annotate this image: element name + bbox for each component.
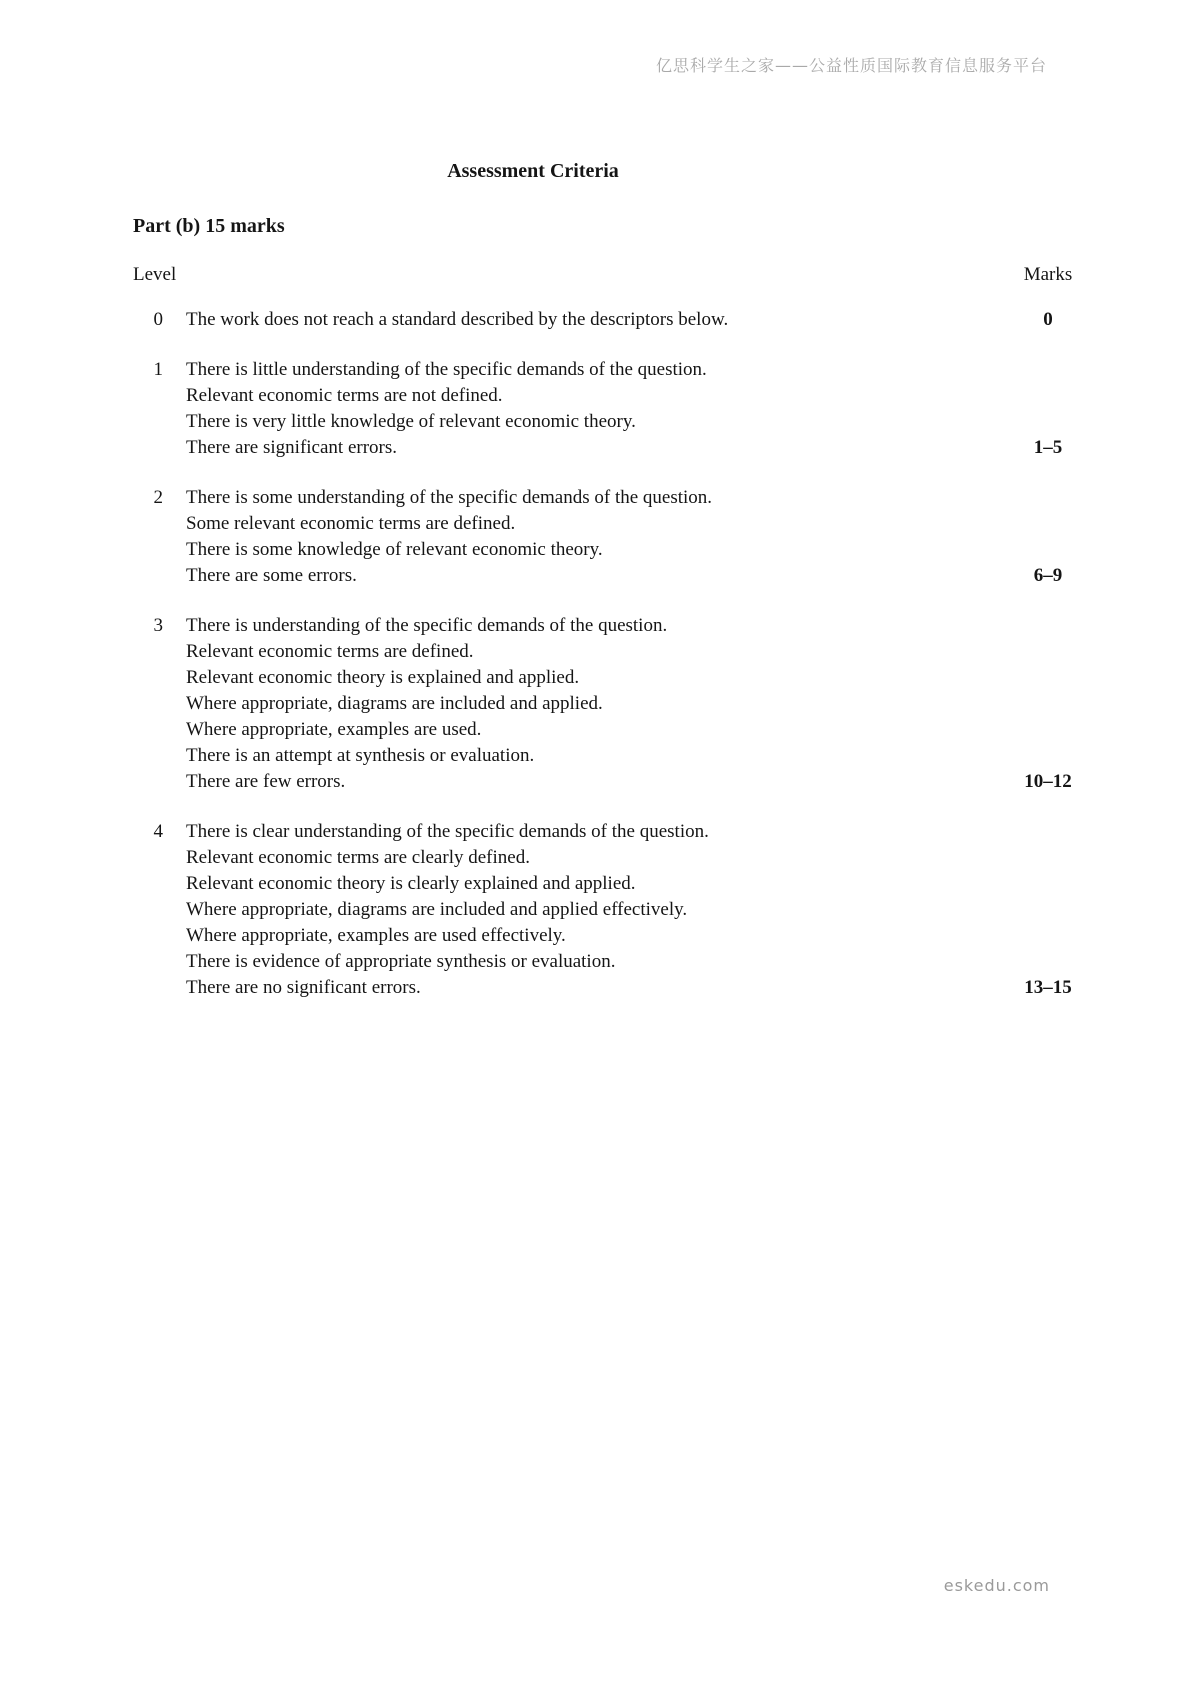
table-column-headers	[133, 262, 1108, 288]
level-marks: 1–5	[1033, 437, 1063, 458]
descriptor-line: Relevant economic terms are not defined.	[186, 385, 503, 406]
level-number: 2	[153, 487, 163, 508]
descriptor-line: Where appropriate, examples are used.	[186, 719, 482, 740]
descriptor-line: Relevant economic theory is clearly explained and applied.	[186, 873, 636, 894]
descriptor-line: There is understanding of the specific demands of the question.	[186, 615, 668, 636]
level-row	[133, 819, 1108, 1001]
descriptor-line: There is evidence of appropriate synthesis or evaluation.	[186, 951, 616, 972]
descriptor-line: Where appropriate, diagrams are included and applied effectively.	[186, 899, 688, 920]
descriptor-line: The work does not reach a standard described by the descriptors below.	[186, 309, 729, 330]
level-descriptors	[186, 613, 965, 795]
level-marks: 10–12	[1024, 771, 1072, 792]
site-footer: eskedu.com	[943, 1576, 1050, 1595]
descriptor-line: Relevant economic theory is explained and applied.	[186, 667, 580, 688]
descriptor-line: There is little understanding of the specific demands of the question.	[186, 359, 707, 380]
descriptor-line: There is some understanding of the specific demands of the question.	[186, 487, 713, 508]
descriptor-line: Where appropriate, examples are used effectively.	[186, 925, 566, 946]
criteria-table	[133, 307, 1108, 1001]
descriptor-line: Where appropriate, diagrams are included and applied.	[186, 693, 603, 714]
level-row	[133, 307, 1108, 333]
level-marks: 6–9	[1033, 565, 1063, 586]
descriptor-line: There is very little knowledge of relevant economic theory.	[186, 411, 636, 432]
descriptor-line: There are some errors.	[186, 565, 357, 586]
descriptor-line: There is some knowledge of relevant economic theory.	[186, 539, 603, 560]
level-number: 3	[153, 615, 163, 636]
level-row	[133, 613, 1108, 795]
descriptor-line: Relevant economic terms are defined.	[186, 641, 474, 662]
descriptor-line: There is clear understanding of the specific demands of the question.	[186, 821, 709, 842]
descriptor-line: There are no significant errors.	[186, 977, 421, 998]
level-number: 4	[153, 821, 163, 842]
descriptor-line: There is an attempt at synthesis or evaluation.	[186, 745, 535, 766]
part-heading: Part (b) 15 marks	[133, 215, 285, 237]
level-descriptors	[186, 819, 965, 1001]
descriptor-line: Some relevant economic terms are defined.	[186, 513, 516, 534]
page-title: Assessment Criteria	[447, 160, 619, 182]
marks-column-header: Marks	[1023, 264, 1073, 285]
level-row	[133, 485, 1108, 589]
level-descriptors	[186, 485, 965, 589]
level-descriptors	[186, 357, 965, 461]
level-number: 0	[153, 309, 163, 330]
level-descriptors	[186, 307, 965, 333]
level-row	[133, 357, 1108, 461]
descriptor-line: There are few errors.	[186, 771, 346, 792]
level-marks: 0	[1043, 309, 1053, 330]
level-number: 1	[153, 359, 163, 380]
descriptor-line: Relevant economic terms are clearly defined.	[186, 847, 530, 868]
level-column-header: Level	[133, 264, 177, 285]
descriptor-line: There are significant errors.	[186, 437, 398, 458]
level-marks: 13–15	[1024, 977, 1072, 998]
site-watermark: 亿思科学生之家——公益性质国际教育信息服务平台	[655, 56, 1047, 75]
